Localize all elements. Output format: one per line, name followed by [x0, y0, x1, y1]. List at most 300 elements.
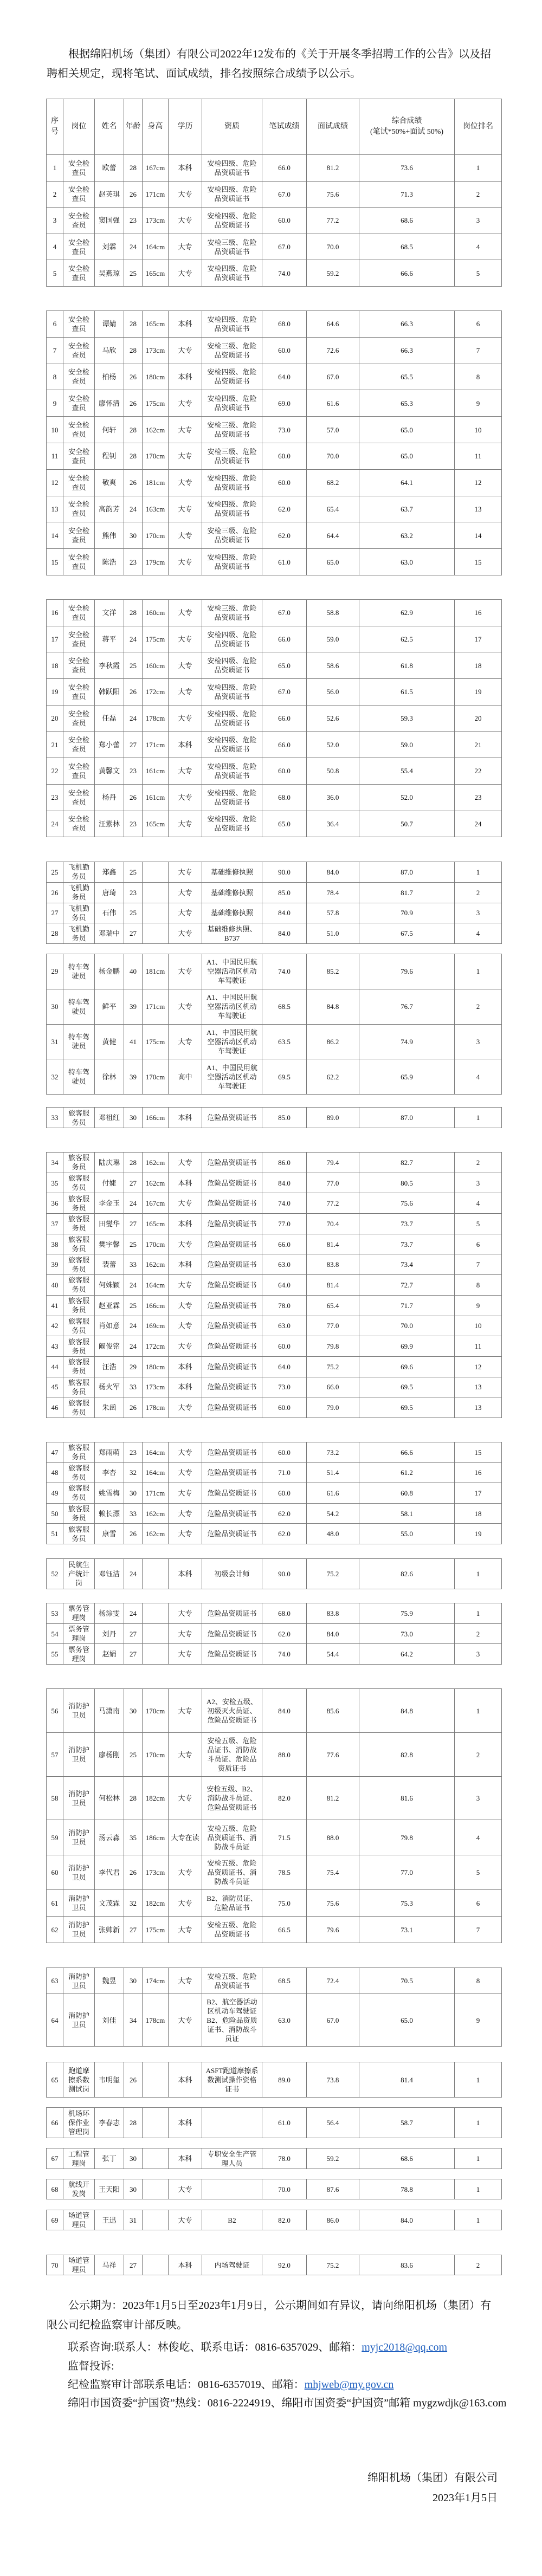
cell-age: 28 [124, 337, 143, 364]
cell-name: 高韵芳 [95, 496, 124, 522]
cell-height [143, 1644, 169, 1665]
cell-rank: 4 [455, 1193, 502, 1214]
cell-written: 74.0 [262, 1644, 307, 1665]
cell-rank: 15 [455, 549, 502, 575]
score-table-section [46, 2107, 502, 2138]
cell-edu: 大专 [169, 1733, 202, 1777]
table-row [47, 1777, 502, 1820]
column-header-edu [169, 99, 202, 155]
cell-post: 旅客服务员 [63, 1275, 95, 1296]
cell-post: 安全检查员 [63, 337, 95, 364]
score-table-section [46, 2255, 502, 2275]
cell-post: 票务管理岗 [63, 1603, 95, 1624]
cell-post: 安全检查员 [63, 732, 95, 758]
cell-edu: 大专 [169, 1483, 202, 1504]
table-row [47, 1890, 502, 1917]
cell-rank: 22 [455, 758, 502, 785]
cell-qual: 安检三级、危险品资质证书 [202, 600, 262, 626]
cell-qual: 危险品资质证书 [202, 1254, 262, 1275]
cell-total: 80.5 [359, 1173, 455, 1193]
cell-height: 181cm [143, 469, 169, 496]
cell-no: 54 [47, 1623, 63, 1644]
cell-name: 李代君 [95, 1855, 124, 1890]
cell-written: 85.0 [262, 882, 307, 903]
table-row [47, 469, 502, 496]
cell-age: 29 [124, 1356, 143, 1377]
cell-name: 唐琦 [95, 882, 124, 903]
column-header-no [47, 99, 63, 155]
cell-no: 37 [47, 1214, 63, 1234]
cell-no: 4 [47, 234, 63, 260]
cell-age: 27 [124, 732, 143, 758]
cell-edu: 大专 [169, 1024, 202, 1059]
cell-name: 文茂霖 [95, 1890, 124, 1917]
cell-rank: 1 [455, 155, 502, 182]
cell-age: 26 [124, 1397, 143, 1418]
cell-rank: 1 [455, 2179, 502, 2199]
column-header-label: 岗位 [71, 122, 87, 131]
cell-rank: 21 [455, 732, 502, 758]
cell-name: 陆庆琳 [95, 1153, 124, 1173]
cell-written: 60.0 [262, 469, 307, 496]
cell-age: 25 [124, 903, 143, 923]
cell-edu: 大专 [169, 784, 202, 811]
cell-rank: 2 [455, 2255, 502, 2275]
score-table-section [46, 2062, 502, 2098]
cell-post: 安全检查员 [63, 155, 95, 182]
cell-rank: 10 [455, 1316, 502, 1336]
cell-height: 170cm [143, 1059, 169, 1095]
cell-total: 73.7 [359, 1234, 455, 1254]
table-row [47, 1397, 502, 1418]
cell-interview: 70.0 [307, 234, 359, 260]
cell-name: 李杏 [95, 1462, 124, 1483]
cell-age: 23 [124, 1442, 143, 1463]
cell-interview: 86.0 [307, 2210, 359, 2230]
cell-post: 消防护卫员 [63, 1689, 95, 1733]
contact-email-link[interactable]: myjc2018@qq.com [362, 2341, 448, 2353]
cell-no: 33 [47, 1108, 63, 1128]
table-row [47, 1442, 502, 1463]
cell-written: 67.0 [262, 181, 307, 208]
cell-no: 30 [47, 989, 63, 1024]
cell-height [143, 2255, 169, 2275]
table-header-row [47, 99, 502, 155]
cell-name: 文洋 [95, 600, 124, 626]
cell-edu: 大专 [169, 1994, 202, 2047]
cell-total: 65.0 [359, 1994, 455, 2047]
audit-text: 纪检监察审计部联系电话：0816-6357019、邮箱： [68, 2379, 305, 2391]
cell-height: 162cm [143, 1254, 169, 1275]
cell-interview: 84.0 [307, 1623, 359, 1644]
cell-qual: 安检四级、危险品资质证书 [202, 811, 262, 837]
cell-qual: 内场驾驶证 [202, 2255, 262, 2275]
cell-written: 68.0 [262, 311, 307, 338]
cell-height [143, 882, 169, 903]
cell-age: 28 [124, 2108, 143, 2138]
cell-written: 82.0 [262, 2210, 307, 2230]
cell-interview: 51.4 [307, 1462, 359, 1483]
cell-name: 赵娟 [95, 1644, 124, 1665]
cell-interview: 65.4 [307, 1295, 359, 1316]
cell-name: 黄馨文 [95, 758, 124, 785]
cell-age: 27 [124, 1623, 143, 1644]
cell-interview: 56.4 [307, 2108, 359, 2138]
cell-written: 77.0 [262, 1214, 307, 1234]
cell-written: 68.5 [262, 989, 307, 1024]
cell-age: 25 [124, 1295, 143, 1316]
cell-age: 27 [124, 1917, 143, 1943]
cell-total: 75.6 [359, 1193, 455, 1214]
cell-rank: 2 [455, 989, 502, 1024]
cell-qual: 安检四级、危险品资质证书 [202, 758, 262, 785]
cell-no: 53 [47, 1603, 63, 1624]
column-header-interview [307, 99, 359, 155]
cell-rank: 11 [455, 443, 502, 469]
cell-age: 27 [124, 923, 143, 944]
cell-height: 162cm [143, 1153, 169, 1173]
cell-qual: 专职安全生产管理人员 [202, 2148, 262, 2169]
cell-age: 28 [124, 1153, 143, 1173]
cell-post: 旅客服务员 [63, 1214, 95, 1234]
cell-no: 15 [47, 549, 63, 575]
cell-name: 赵亚霖 [95, 1295, 124, 1316]
cell-rank: 1 [455, 862, 502, 883]
cell-height: 162cm [143, 1503, 169, 1524]
cell-interview: 81.2 [307, 155, 359, 182]
cell-interview: 51.0 [307, 923, 359, 944]
cell-name: 郑雨萌 [95, 1442, 124, 1463]
cell-name: 张帅新 [95, 1917, 124, 1943]
cell-name: 张丁 [95, 2148, 124, 2169]
cell-qual: A1、中国民用航空器活动区机动车驾驶证 [202, 1059, 262, 1095]
cell-height: 163cm [143, 496, 169, 522]
issue-date: 2023年1月5日 [433, 2492, 498, 2504]
cell-name: 何姝颖 [95, 1275, 124, 1296]
table-row [47, 1275, 502, 1296]
cell-total: 64.2 [359, 1644, 455, 1665]
cell-total: 55.0 [359, 1524, 455, 1544]
cell-edu: 本科 [169, 1559, 202, 1589]
cell-qual: 危险品资质证书 [202, 1193, 262, 1214]
cell-total: 84.0 [359, 2210, 455, 2230]
cell-qual: 安检四级、危险品资质证书 [202, 155, 262, 182]
table-row [47, 1295, 502, 1316]
cell-total: 60.8 [359, 1483, 455, 1504]
cell-qual: 安检四级、危险品资质证书 [202, 364, 262, 390]
cell-qual: 危险品资质证书 [202, 1173, 262, 1193]
cell-qual: 危险品资质证书 [202, 1524, 262, 1544]
cell-qual: 安检四级、危险品资质证书 [202, 311, 262, 338]
table-row [47, 1623, 502, 1644]
cell-name: 康雪 [95, 1524, 124, 1544]
cell-edu: 大专 [169, 862, 202, 883]
cell-height: 175cm [143, 1024, 169, 1059]
cell-edu: 大专 [169, 811, 202, 837]
cell-rank: 1 [455, 1108, 502, 1128]
cell-total: 81.6 [359, 1777, 455, 1820]
cell-age: 23 [124, 882, 143, 903]
cell-total: 73.4 [359, 1254, 455, 1275]
table-row [47, 1234, 502, 1254]
table-row [47, 600, 502, 626]
cell-age: 40 [124, 954, 143, 989]
cell-name: 韩跃阳 [95, 679, 124, 706]
cell-total: 72.7 [359, 1275, 455, 1296]
cell-edu: 大专 [169, 390, 202, 417]
cell-total: 64.1 [359, 469, 455, 496]
cell-post: 跑道摩擦系数测试岗 [63, 2062, 95, 2098]
cell-name: 汪浩 [95, 1356, 124, 1377]
cell-name: 杨火军 [95, 1377, 124, 1397]
cell-interview: 75.2 [307, 2255, 359, 2275]
cell-post: 飞机勤务员 [63, 882, 95, 903]
cell-post: 旅客服务员 [63, 1254, 95, 1275]
cell-age: 24 [124, 1275, 143, 1296]
cell-written: 90.0 [262, 1559, 307, 1589]
cell-written: 78.0 [262, 1295, 307, 1316]
cell-edu: 大专 [169, 2179, 202, 2199]
cell-no: 49 [47, 1483, 63, 1504]
cell-post: 特车驾驶员 [63, 1024, 95, 1059]
audit-email-link[interactable]: mhjweb@my.gov.cn [304, 2379, 394, 2391]
cell-qual: 危险品资质证书 [202, 1442, 262, 1463]
table-row [47, 1024, 502, 1059]
cell-interview: 54.2 [307, 1503, 359, 1524]
cell-interview: 61.6 [307, 390, 359, 417]
cell-rank: 13 [455, 496, 502, 522]
cell-edu: 大专 [169, 496, 202, 522]
cell-rank: 3 [455, 1173, 502, 1193]
cell-total: 74.9 [359, 1024, 455, 1059]
cell-height: 173cm [143, 337, 169, 364]
cell-rank: 1 [455, 1689, 502, 1733]
cell-edu: 本科 [169, 1173, 202, 1193]
cell-name: 邓瑞中 [95, 923, 124, 944]
cell-interview: 75.4 [307, 1855, 359, 1890]
score-table-section [46, 1152, 502, 1418]
cell-name: 阚俊铭 [95, 1336, 124, 1357]
cell-name: 刘佳 [95, 1994, 124, 2047]
cell-total: 52.0 [359, 784, 455, 811]
cell-written: 84.0 [262, 1173, 307, 1193]
cell-written: 65.0 [262, 811, 307, 837]
cell-written: 68.0 [262, 784, 307, 811]
table-row [47, 679, 502, 706]
cell-written: 64.0 [262, 364, 307, 390]
cell-height: 175cm [143, 626, 169, 652]
cell-edu: 大专 [169, 469, 202, 496]
cell-total: 70.9 [359, 903, 455, 923]
cell-interview: 58.6 [307, 652, 359, 679]
cell-name: 杨淙雯 [95, 1603, 124, 1624]
cell-height: 170cm [143, 1733, 169, 1777]
cell-no: 5 [47, 260, 63, 287]
cell-no: 20 [47, 705, 63, 732]
table-row [47, 337, 502, 364]
table-row [47, 903, 502, 923]
column-header-label: 身高 [147, 122, 163, 131]
score-table-section [46, 1442, 502, 1544]
cell-interview: 77.6 [307, 1733, 359, 1777]
cell-written: 63.5 [262, 1024, 307, 1059]
cell-written: 85.0 [262, 1108, 307, 1128]
cell-age: 26 [124, 1524, 143, 1544]
cell-total: 71.7 [359, 1295, 455, 1316]
cell-interview: 50.8 [307, 758, 359, 785]
score-table-section [46, 2210, 502, 2230]
cell-post: 安全检查员 [63, 208, 95, 234]
cell-rank: 13 [455, 1397, 502, 1418]
table-row [47, 758, 502, 785]
cell-name: 田燮华 [95, 1214, 124, 1234]
cell-interview: 81.4 [307, 1275, 359, 1296]
cell-name: 窦国强 [95, 208, 124, 234]
cell-post: 安全检查员 [63, 652, 95, 679]
cell-edu: 大专 [169, 1890, 202, 1917]
table-row [47, 1689, 502, 1733]
cell-interview: 56.0 [307, 679, 359, 706]
cell-rank: 16 [455, 600, 502, 626]
cell-no: 45 [47, 1377, 63, 1397]
cell-rank: 17 [455, 1483, 502, 1504]
cell-post: 旅客服务员 [63, 1397, 95, 1418]
cell-no: 64 [47, 1994, 63, 2047]
cell-post: 安全检查员 [63, 443, 95, 469]
cell-written: 69.5 [262, 1059, 307, 1095]
cell-total: 81.4 [359, 2062, 455, 2098]
cell-age: 31 [124, 2210, 143, 2230]
cell-no: 12 [47, 469, 63, 496]
cell-no: 66 [47, 2108, 63, 2138]
cell-post: 旅客服务员 [63, 1483, 95, 1504]
cell-written: 78.5 [262, 1855, 307, 1890]
cell-qual: 安检五级、危险品资质证书 [202, 1968, 262, 1994]
cell-no: 46 [47, 1397, 63, 1418]
cell-edu: 本科 [169, 1377, 202, 1397]
cell-written: 86.0 [262, 1153, 307, 1173]
cell-qual: 危险品资质证书 [202, 1644, 262, 1665]
cell-height: 179cm [143, 549, 169, 575]
cell-post: 安全检查员 [63, 522, 95, 549]
table-row [47, 2210, 502, 2230]
table-row [47, 2255, 502, 2275]
cell-qual: A1、中国民用航空器活动区机动车驾驶证 [202, 1024, 262, 1059]
column-header-post [63, 99, 95, 155]
cell-height: 175cm [143, 390, 169, 417]
cell-total: 50.7 [359, 811, 455, 837]
cell-written: 62.0 [262, 522, 307, 549]
cell-age: 32 [124, 1890, 143, 1917]
cell-written: 67.0 [262, 600, 307, 626]
cell-qual: 安检三级、危险品资质证书 [202, 443, 262, 469]
cell-qual: 危险品资质证书 [202, 1275, 262, 1296]
cell-rank: 1 [455, 2210, 502, 2230]
cell-edu: 本科 [169, 732, 202, 758]
cell-height: 164cm [143, 1275, 169, 1296]
cell-rank: 13 [455, 1377, 502, 1397]
cell-name: 马潇南 [95, 1689, 124, 1733]
cell-post: 消防护卫员 [63, 1777, 95, 1820]
cell-interview: 52.6 [307, 705, 359, 732]
cell-interview: 77.0 [307, 1316, 359, 1336]
cell-name: 黄健 [95, 1024, 124, 1059]
cell-interview: 73.8 [307, 2062, 359, 2098]
column-header-height [143, 99, 169, 155]
cell-total: 82.8 [359, 1733, 455, 1777]
cell-height: 162cm [143, 417, 169, 443]
cell-no: 24 [47, 811, 63, 837]
cell-name: 程钊 [95, 443, 124, 469]
cell-post: 安全检查员 [63, 679, 95, 706]
cell-qual: 基础维修执照 [202, 882, 262, 903]
table-row [47, 1336, 502, 1357]
cell-no: 59 [47, 1820, 63, 1855]
column-header-total [359, 99, 455, 155]
cell-no: 19 [47, 679, 63, 706]
cell-total: 79.8 [359, 1820, 455, 1855]
cell-name: 杨金鹏 [95, 954, 124, 989]
cell-qual: 基础维修执照 [202, 862, 262, 883]
cell-edu: 大专 [169, 903, 202, 923]
cell-edu: 大专 [169, 208, 202, 234]
cell-height: 170cm [143, 522, 169, 549]
publicity-period-paragraph: 公示期为：2023年1月5日至2023年1月9日，公示期间如有异议，请向绵阳机场（集团）有限公司纪检监察审计部反映。 [47, 2300, 491, 2331]
cell-total: 77.0 [359, 1855, 455, 1890]
cell-age: 24 [124, 1316, 143, 1336]
cell-no: 67 [47, 2148, 63, 2169]
cell-edu: 大专 [169, 337, 202, 364]
cell-name: 马祥 [95, 2255, 124, 2275]
cell-height: 165cm [143, 811, 169, 837]
cell-age: 27 [124, 1173, 143, 1193]
cell-total: 68.6 [359, 208, 455, 234]
cell-age: 24 [124, 234, 143, 260]
cell-total: 70.0 [359, 1316, 455, 1336]
cell-total: 63.0 [359, 549, 455, 575]
cell-written: 66.0 [262, 1234, 307, 1254]
table-row [47, 1377, 502, 1397]
cell-post: 旅客服务员 [63, 1295, 95, 1316]
table-row [47, 1356, 502, 1377]
column-header-formula: (笔试*50%+面试 50%) [370, 128, 444, 136]
cell-qual: 安检四级、危险品资质证书 [202, 626, 262, 652]
cell-height [143, 2179, 169, 2199]
cell-rank: 3 [455, 208, 502, 234]
column-header-label: 序号 [51, 117, 59, 136]
cell-qual: 安检四级、危险品资质证书 [202, 181, 262, 208]
cell-rank: 7 [455, 337, 502, 364]
score-table-section [46, 599, 502, 837]
cell-total: 83.6 [359, 2255, 455, 2275]
cell-height [143, 1559, 169, 1589]
score-table-section [46, 2148, 502, 2169]
cell-post: 旅客服务员 [63, 1234, 95, 1254]
cell-qual: 危险品资质证书 [202, 1483, 262, 1504]
cell-total: 78.8 [359, 2179, 455, 2199]
cell-qual: 危险品资质证书 [202, 1234, 262, 1254]
cell-edu: 大专 [169, 1855, 202, 1890]
cell-interview: 59.2 [307, 2148, 359, 2169]
cell-total: 71.3 [359, 181, 455, 208]
cell-rank: 1 [455, 1603, 502, 1624]
cell-edu: 大专 [169, 1503, 202, 1524]
cell-no: 23 [47, 784, 63, 811]
cell-post: 消防护卫员 [63, 1917, 95, 1943]
cell-age: 25 [124, 1234, 143, 1254]
cell-name: 樊宇馨 [95, 1234, 124, 1254]
cell-rank: 7 [455, 1917, 502, 1943]
